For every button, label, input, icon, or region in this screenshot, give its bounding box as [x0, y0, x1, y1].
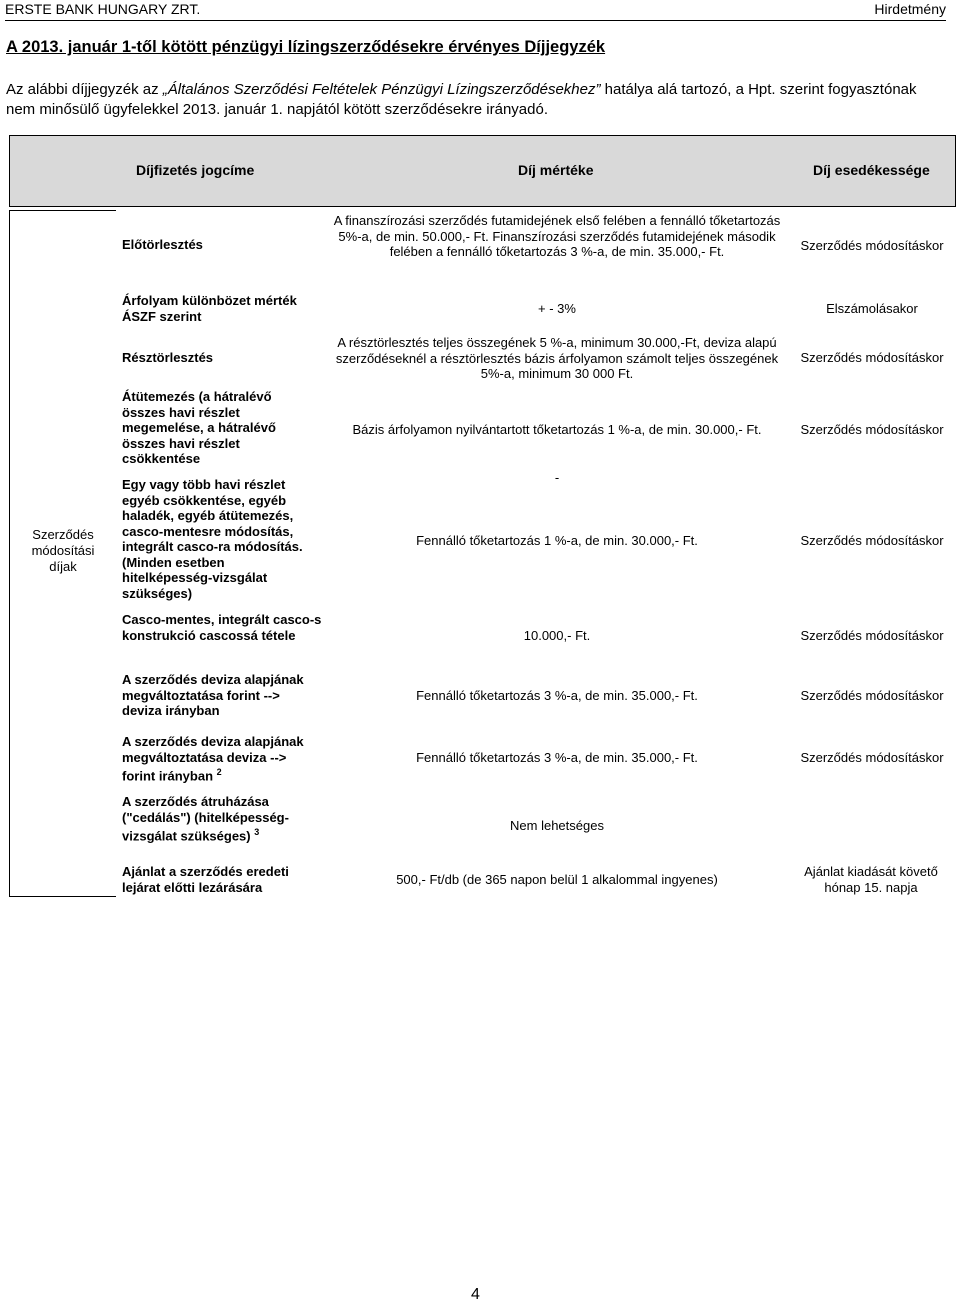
row-1-type: Árfolyam különbözet mérték ÁSZF szerint [122, 293, 297, 324]
row-1-amount: + - 3% [538, 301, 576, 316]
row-4-dash: - [554, 470, 560, 485]
row-4-amount: Fennálló tőketartozás 1 %-a, de min. 30.000,- Ft. [416, 533, 698, 548]
page-title: A 2013. január 1-től kötött pénzügyi lízingszerződésekre érvényes Díjjegyzék [6, 38, 606, 56]
row-8-amount: Nem lehetséges [510, 818, 604, 833]
row-3-type: Átütemezés (a hátralévő összes havi részlet megemelése, a hátralévő összes havi részlet csökkentése [122, 389, 276, 466]
intro-italic: „Általános Szerződési Feltételek Pénzügyi Lízingszerződésekhez” [162, 81, 601, 98]
row-7-due: Szerződés módosításkor [800, 750, 944, 765]
side-label-line3: díjak [49, 559, 77, 574]
intro-paragraph [6, 80, 946, 120]
row-6-type: A szerződés deviza alapjának megváltoztatása forint --> deviza irányban [122, 672, 304, 718]
row-4-due: Szerződés módosításkor [800, 533, 944, 548]
row-8-type [122, 794, 307, 844]
side-label-line1: Szerződés [32, 527, 94, 542]
company-name: ERSTE BANK HUNGARY ZRT. [5, 1, 201, 17]
side-label-line2: módosítási [31, 543, 95, 558]
header-col2: Díj mértéke [518, 162, 594, 178]
header-col3: Díj esedékessége [813, 162, 930, 178]
row-5-due: Szerződés módosításkor [800, 628, 944, 643]
row-9-due: Ajánlat kiadását követő hónap 15. napja [804, 864, 938, 895]
row-2-amount: A résztörlesztés teljes összegének 5 %-a, minimum 30.000,-Ft, deviza alapú szerződéseknél a résztörlesztés bázis árfolyamon számolt teljes összegének 5%-a, minimum 30 000 Ft. [335, 335, 779, 381]
row-0-due: Szerződés módosításkor [800, 238, 944, 253]
row-9-amount: 500,- Ft/db (de 365 napon belül 1 alkalommal ingyenes) [396, 872, 718, 887]
row-9-type: Ajánlat a szerződés eredeti lejárat előtti lezárására [122, 864, 289, 895]
intro-after: hatálya alá tartozó, a Hpt. szerint fogyasztónak nem minősülő ügyfelekkel 2013. január 1. napjától kötött szerződésekre irányadó. [6, 81, 917, 118]
row-7-type [122, 734, 322, 784]
row-8-footnote: 3 [254, 827, 260, 837]
row-6-amount: Fennálló tőketartozás 3 %-a, de min. 35.000,- Ft. [416, 688, 698, 703]
side-label [12, 527, 114, 575]
row-5-amount: 10.000,- Ft. [523, 628, 591, 643]
page-number: 4 [471, 1286, 480, 1303]
row-1-due: Elszámolásakor [826, 301, 918, 316]
row-6-due: Szerződés módosításkor [800, 688, 944, 703]
intro-before: Az alábbi díjjegyzék az [6, 81, 163, 98]
row-5-type: Casco-mentes, integrált casco-s konstrukció cascossá tétele [122, 612, 322, 643]
row-2-type: Résztörlesztés [122, 350, 214, 365]
row-3-amount: Bázis árfolyamon nyilvántartott tőketartozás 1 %-a, de min. 30.000,- Ft. [352, 422, 762, 437]
row-2-due: Szerződés módosításkor [800, 350, 944, 365]
row-7-footnote: 2 [216, 767, 222, 777]
row-0-amount: A finanszírozási szerződés futamidejének első felében a fennálló tőketartozás 5%-a, de min. 50.000,- Ft. Finanszírozási szerződés futamidejének második felében a fennálló tőketartozás 3 %-a, de min. 35.000,- Ft. [333, 213, 781, 259]
row-4-type: Egy vagy több havi részlet egyéb csökkentése, egyéb haladék, egyéb átütemezés, casco-mentesre módosítás, integrált casco-ra módosítás. (Minden esetben hitelképesség-vizsgálat szükséges) [122, 477, 303, 601]
document-type: Hirdetmény [874, 1, 946, 17]
row-0-type: Előtörlesztés [122, 237, 203, 252]
row-3-due: Szerződés módosításkor [800, 422, 944, 437]
row-7-type-text: A szerződés deviza alapjának megváltoztatása deviza --> forint irányban [122, 734, 304, 784]
row-8-type-text: A szerződés átruházása ("cedálás") (hitelképesség-vizsgálat szükséges) [122, 794, 289, 844]
row-7-amount: Fennálló tőketartozás 3 %-a, de min. 35.000,- Ft. [416, 750, 698, 765]
header-col1: Díjfizetés jogcíme [136, 162, 255, 178]
page-header [5, 0, 946, 21]
